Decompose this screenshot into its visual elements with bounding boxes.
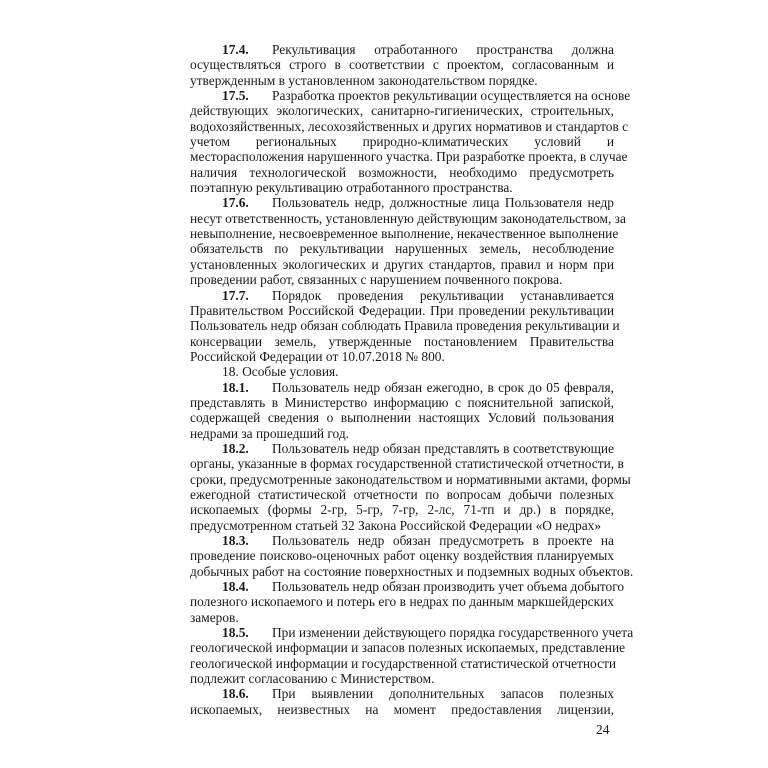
clause-18-2 xyxy=(190,440,631,533)
text-line: утвержденным в установленном законодательством порядке. xyxy=(190,72,538,88)
text-line: предусмотренном статьей 32 Закона Российской Федерации «О недрах» xyxy=(190,517,602,533)
section-heading xyxy=(190,364,614,379)
text-line: водохозяйственных, лесохозяйственных и других нормативов и стандартов с xyxy=(190,118,629,134)
text-line: учетом региональных природно-климатических условий и xyxy=(190,134,614,150)
text-line: несут ответственность, установленную действующим законодательством, за xyxy=(190,210,626,226)
text-line xyxy=(190,195,614,210)
clause-18-3 xyxy=(190,533,634,579)
clause-18-1 xyxy=(190,380,614,441)
page-number: 24 xyxy=(596,722,610,737)
text-line: недрами за прошедший год. xyxy=(190,425,350,441)
text-line: осуществляться строго в соответствии с проектом, согласованным и xyxy=(190,57,614,73)
clause-17-4 xyxy=(190,42,614,88)
clause-18-6 xyxy=(190,686,614,717)
clause-text: Порядок проведения рекультивации устанавливается xyxy=(272,287,614,303)
text-line: установленных экологических и других стандартов, правил и норм при xyxy=(190,256,614,272)
clause-number: 17.7. xyxy=(222,287,249,303)
clause-17-7 xyxy=(190,287,620,365)
text-line: геологической информации и государственной статистической отчетности xyxy=(190,655,617,671)
text-line: сроки, предусмотренные законодательством и нормативными актами, формы xyxy=(190,471,631,487)
clause-text: Разработка проектов рекультивации осуществляется на основе xyxy=(272,88,631,104)
text-line xyxy=(190,288,614,303)
text-line: невыполнение, несвоевременное выполнение, некачественное выполнение xyxy=(190,226,619,242)
text-line: Пользователь недр обязан соблюдать Правила проведения рекультивации и xyxy=(190,318,620,334)
clause-text: Пользователь недр обязан предусмотреть в проекте на xyxy=(272,533,614,548)
text-line xyxy=(190,625,634,641)
clause-number: 18.6. xyxy=(222,686,249,702)
clause-number: 17.6. xyxy=(222,195,249,211)
text-line: проведение поисково-оценочных работ оценку воздействия планируемых xyxy=(190,548,614,564)
text-line: подлежит согласованию с Министерством. xyxy=(190,671,435,687)
text-line: поэтапную рекультивацию отработанного пространства. xyxy=(190,180,513,196)
clause-number: 18.4. xyxy=(222,579,249,595)
clause-number: 18.5. xyxy=(222,625,249,641)
text-line: месторасположения нарушенного участка. При разработке проекта, в случае xyxy=(190,149,628,165)
text-line: наличия технологической возможности, необходимо предусмотреть xyxy=(190,164,614,180)
text-line: содержащей сведения о выполнении настоящих Условий пользования xyxy=(190,410,614,426)
text-line xyxy=(190,441,614,456)
text-line: добычных работ на состояние поверхностных и подземных водных объектов. xyxy=(190,563,634,579)
text-line: представлять в Министерство информацию с пояснительной запиской, xyxy=(190,394,614,410)
clause-18-4 xyxy=(190,579,625,625)
clause-17-5 xyxy=(190,88,631,196)
text-line: обязательств по рекультивации нарушенных земель, несоблюдение xyxy=(190,241,614,257)
clause-number: 17.5. xyxy=(222,88,249,104)
clause-17-6 xyxy=(190,195,626,288)
clause-number: 17.4. xyxy=(222,42,249,57)
clause-text: Пользователь недр обязан представлять в соответствующие xyxy=(272,440,614,456)
text-line: ежегодной статистической отчетности по вопросам добычи полезных xyxy=(190,486,614,502)
text-line xyxy=(190,686,614,701)
text-line: геологической информации и запасов полезных ископаемых, представление xyxy=(190,640,626,656)
text-line: Правительством Российской Федерации. При проведении рекультивации xyxy=(190,302,614,318)
text-line: ископаемых (формы 2-гр, 5-гр, 7-гр, 2-лс, 71-тп и др.) в порядке, xyxy=(190,502,614,518)
text-line: замеров. xyxy=(190,609,239,625)
clause-number: 18.2. xyxy=(222,440,249,456)
document-body xyxy=(190,42,634,717)
text-line: органы, указанные в формах государственной статистической отчетности, в xyxy=(190,456,624,472)
text-line: консервации земель, утвержденные постановлением Правительства xyxy=(190,333,614,349)
clause-text: При изменении действующего порядка государственного учета xyxy=(272,625,634,641)
clause-number: 18.1. xyxy=(222,379,249,395)
text-line xyxy=(190,380,614,395)
text-line: ископаемых, неизвестных на момент предоставления лицензии, xyxy=(190,701,614,717)
clause-number: 18.3. xyxy=(222,533,249,548)
text-line xyxy=(190,364,614,379)
clause-text: Пользователь недр обязан ежегодно, в срок до 05 февраля, xyxy=(272,379,614,395)
text-line xyxy=(190,42,614,57)
text-line: Российской Федерации от 10.07.2018 № 800. xyxy=(190,348,445,364)
clause-18-5 xyxy=(190,625,634,687)
clause-text: Пользователь недр, должностные лица Пользователя недр xyxy=(272,195,614,211)
clause-text: Рекультивация отработанного пространства должна xyxy=(272,42,614,57)
clause-text: 18. Особые условия. xyxy=(222,364,339,380)
text-line xyxy=(190,88,631,104)
text-line: проведении работ, связанных с нарушением почвенного покрова. xyxy=(190,272,563,288)
text-line: действующих экологических, санитарно-гигиенических, строительных, xyxy=(190,103,614,119)
text-line xyxy=(190,579,625,595)
text-line xyxy=(190,533,614,548)
text-line: полезного ископаемого и потерь его в недрах по данным маркшейдерских xyxy=(190,594,614,610)
clause-text: Пользователь недр обязан производить учет объема добытого xyxy=(272,579,625,595)
clause-text: При выявлении дополнительных запасов полезных xyxy=(272,686,614,702)
